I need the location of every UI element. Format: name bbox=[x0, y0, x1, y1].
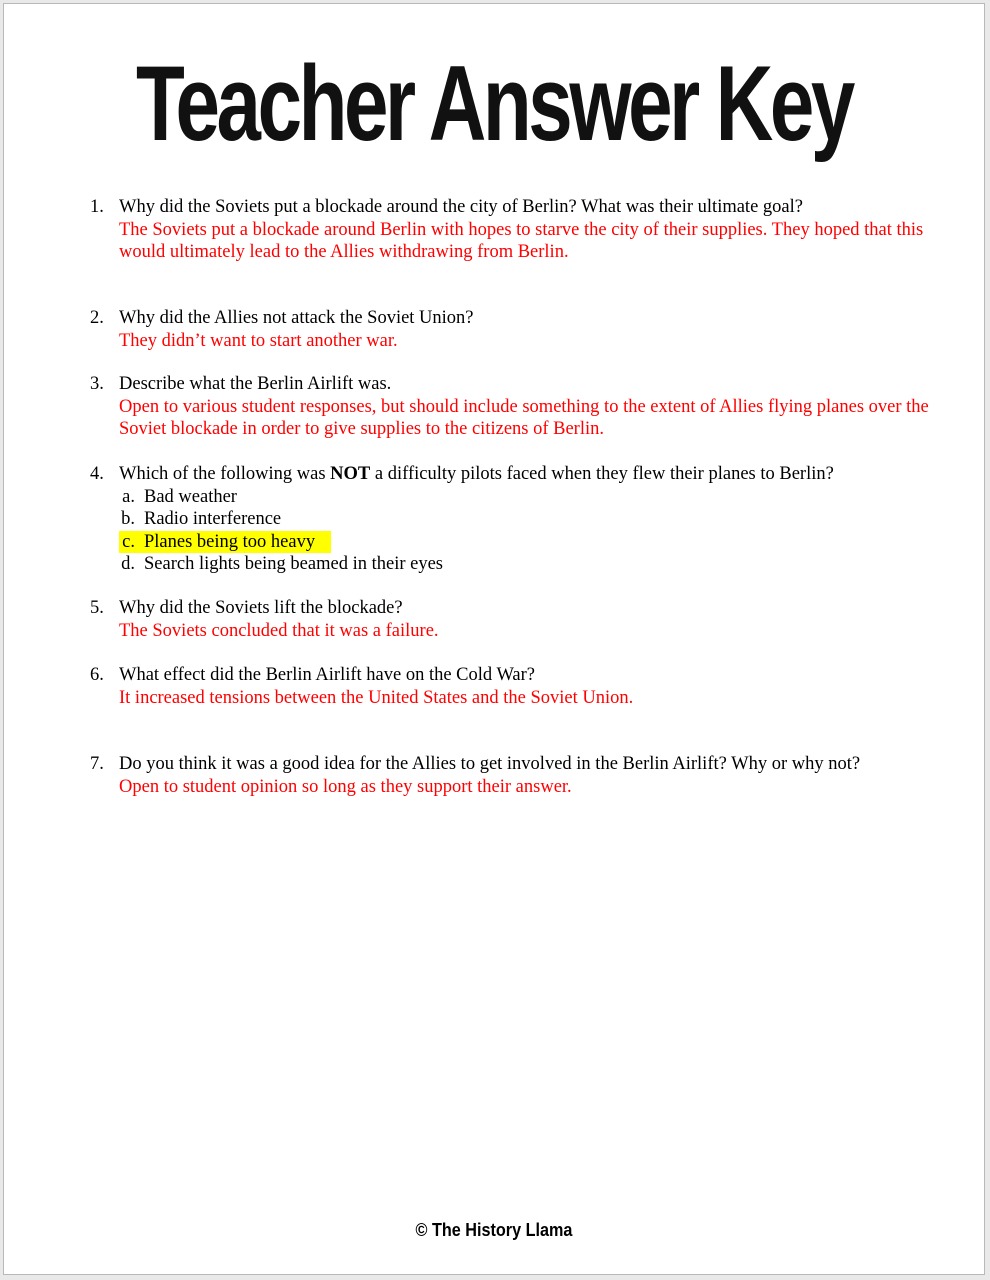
option-c-highlighted bbox=[119, 531, 331, 554]
option-a bbox=[119, 486, 966, 509]
question-text: Why did the Soviets lift the blockade? bbox=[119, 598, 403, 618]
answer-text: It increased tensions between the United States and the Soviet Union. bbox=[119, 687, 634, 708]
option-letter: a. bbox=[122, 486, 135, 507]
question-number: 3. bbox=[90, 374, 104, 394]
answer-text: The Soviets put a blockade around Berlin with hopes to starve the city of their supplies. They hoped that this would ultimately lead to the Allies withdrawing from Berlin. bbox=[119, 219, 924, 262]
answer-text: Open to various student responses, but should include something to the extent of Allies flying planes over the Soviet blockade in order to give supplies to the citizens of Berlin. bbox=[119, 396, 929, 439]
question-number: 6. bbox=[90, 665, 104, 685]
question-3 bbox=[86, 373, 966, 441]
option-list bbox=[119, 486, 966, 576]
question-text: Why did the Soviets put a blockade around the city of Berlin? What was their ultimate goal? bbox=[119, 197, 803, 217]
option-text: Radio interference bbox=[144, 509, 282, 529]
option-b bbox=[119, 508, 966, 531]
option-letter: c. bbox=[122, 531, 135, 552]
question-text-pre: Which of the following was bbox=[119, 464, 331, 484]
answer-text: They didn’t want to start another war. bbox=[119, 330, 398, 351]
question-number: 4. bbox=[90, 464, 104, 484]
question-6 bbox=[86, 664, 966, 709]
option-text: Planes being too heavy bbox=[144, 531, 316, 552]
question-text: Do you think it was a good idea for the Allies to get involved in the Berlin Airlift? Why or why not? bbox=[119, 754, 861, 774]
question-5 bbox=[86, 597, 966, 642]
question-text bbox=[119, 463, 966, 486]
question-2 bbox=[86, 307, 966, 352]
question-text-bold: NOT bbox=[330, 464, 371, 484]
question-7 bbox=[86, 753, 966, 798]
option-letter: b. bbox=[121, 509, 135, 529]
option-text: Bad weather bbox=[144, 486, 237, 507]
answer-text: Open to student opinion so long as they support their answer. bbox=[119, 776, 572, 797]
option-d bbox=[119, 553, 966, 576]
question-number: 1. bbox=[90, 197, 104, 217]
answer-text: The Soviets concluded that it was a failure. bbox=[119, 620, 439, 641]
question-number: 2. bbox=[90, 308, 104, 328]
question-number: 7. bbox=[90, 754, 104, 774]
document-page bbox=[3, 3, 985, 1275]
copyright-footer: © The History Llama bbox=[415, 1220, 573, 1240]
page-title: Teacher Answer Key bbox=[136, 43, 852, 163]
question-4 bbox=[86, 463, 966, 576]
question-text: Describe what the Berlin Airlift was. bbox=[119, 374, 392, 394]
question-text-post: a difficulty pilots faced when they flew their planes to Berlin? bbox=[370, 464, 834, 484]
question-1 bbox=[86, 196, 966, 264]
option-letter: d. bbox=[121, 554, 135, 574]
question-text: Why did the Allies not attack the Soviet Union? bbox=[119, 308, 474, 328]
question-text: What effect did the Berlin Airlift have on the Cold War? bbox=[119, 665, 536, 685]
option-text: Search lights being beamed in their eyes bbox=[144, 554, 443, 574]
question-number: 5. bbox=[90, 598, 104, 618]
